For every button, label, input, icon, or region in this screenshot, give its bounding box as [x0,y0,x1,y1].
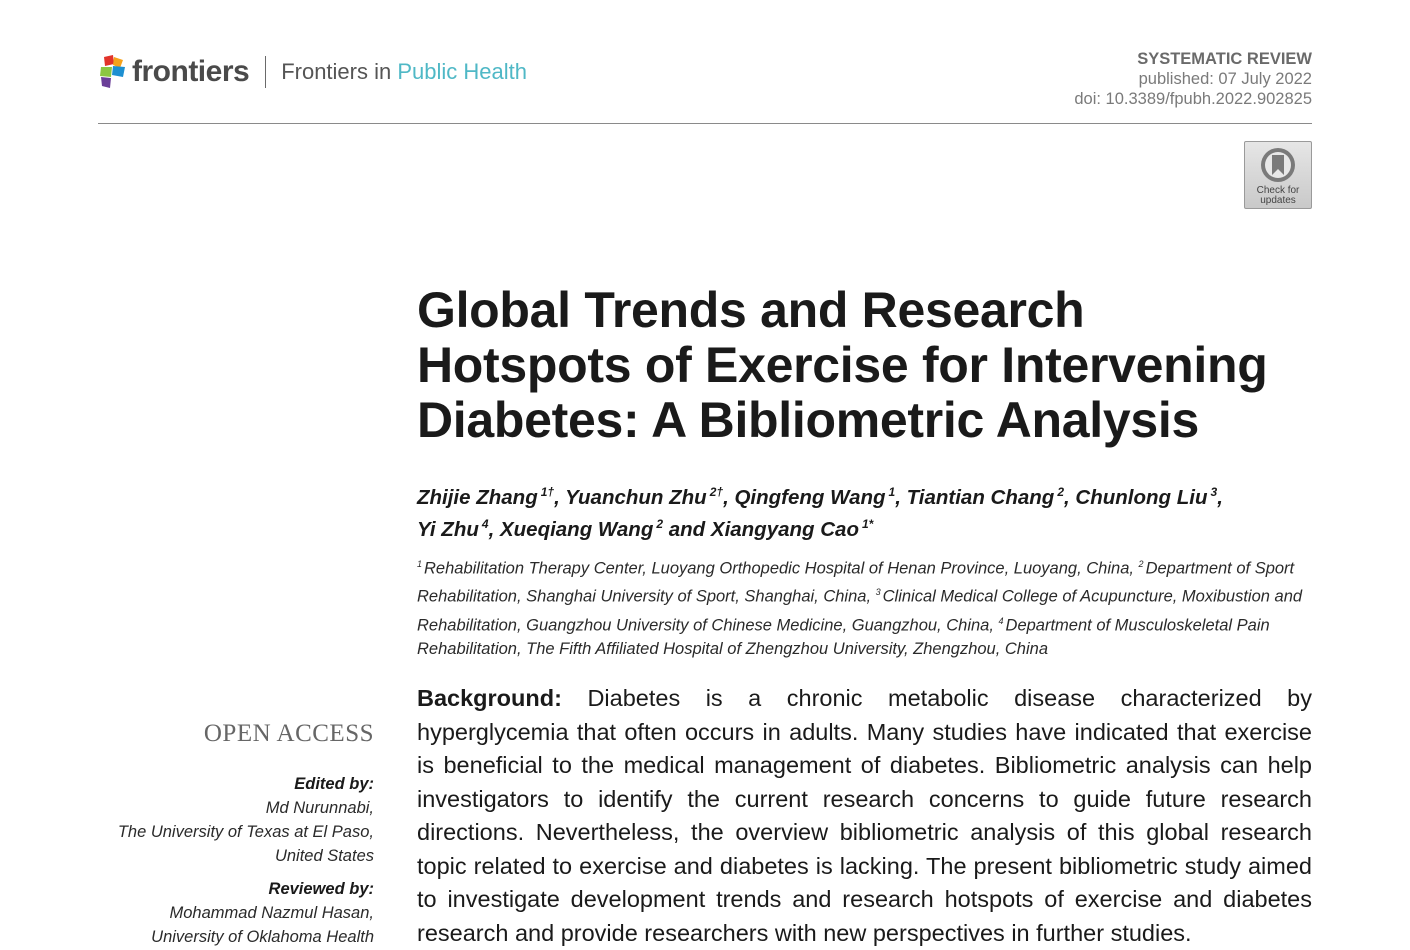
article-type: SYSTEMATIC REVIEW [1137,50,1312,68]
check-for-updates-line: Check for [1256,185,1300,196]
abstract-paragraph [417,682,1312,950]
check-for-updates-line: updates [1260,195,1296,206]
frontiers-logo[interactable] [98,55,527,89]
journal-title: Public Health [397,59,527,84]
editor-info [74,796,374,868]
author-separator: , [895,485,907,509]
author [1075,486,1217,509]
author-affiliation-marker: 1* [861,516,874,531]
author-separator: , [723,485,735,509]
article-meta [1074,49,1312,109]
header-divider [98,123,1312,124]
logo-divider [265,56,266,88]
affiliation-marker: 4 [998,615,1004,626]
author-affiliation-marker: 1 [888,485,896,499]
author-separator: and [663,517,711,541]
affiliation-text: Clinical Medical College of Acupuncture, Moxibustion and Rehabilitation, Guangzhou University of Chinese Medicine, Guangzhou, China, [417,587,1303,635]
author [734,486,895,509]
author-name: Yuanchun Zhu [565,485,707,509]
reviewer-line: Mohammad Nazmul Hasan, [169,904,374,922]
author-affiliation-marker: 2† [709,485,724,499]
abstract-text: Diabetes is a chronic metabolic disease characterized by hyperglycemia that often occurs in adults. Many studies have indicated that exercise is beneficial to the medical management of diabetes. Bibliometric analysis can help investigators to identify the current research concerns to guide future research directions. Nevertheless, the overview bibliometric analysis of this global research topic related to exercise and diabetes is lacking. The present bibliometric study aimed to investigate development trends and research hotspots of exercise and diabetes research and provide researchers with new perspectives in further studies. [417,685,1313,946]
reviewed-by-label: Reviewed by: [268,880,374,898]
affiliation-text: Department of Sport Rehabilitation, Shanghai University of Sport, Shanghai, China, [417,559,1295,606]
author-name: Chunlong Liu [1075,485,1208,509]
author-separator: , [488,517,500,541]
author-name: Xiangyang Cao [710,517,859,541]
reviewer-info [74,901,374,949]
affiliation-text: Department of Musculoskeletal Pain Rehabilitation, The Fifth Affiliated Hospital of Zhengzhou University, Zhengzhou, China [417,616,1270,658]
affiliations [417,553,1317,662]
check-for-updates-button[interactable] [1244,141,1312,209]
author-name: Xueqiang Wang [499,517,654,541]
editor-line: Md Nurunnabi, [265,799,374,817]
author-affiliation-marker: 2 [1057,485,1065,499]
editorial-info [74,772,374,949]
frontiers-logo-icon [98,55,128,89]
author-name: Qingfeng Wang [734,485,886,509]
title-line: Hotspots of Exercise for Intervening [417,337,1268,393]
edited-by-label: Edited by: [294,775,374,793]
author-affiliation-marker: 3 [1210,485,1218,499]
author [711,518,873,541]
editor-line: United States [274,847,374,865]
check-for-updates-label [1245,186,1311,206]
author-affiliation-marker: 2 [656,516,664,531]
editor-line: The University of Texas at El Paso, [117,823,374,841]
doi[interactable]: doi: 10.3389/fpubh.2022.902825 [1074,90,1312,108]
author-separator: , [554,485,566,509]
affiliation-text: Rehabilitation Therapy Center, Luoyang Orthopedic Hospital of Henan Province, Luoyang, China, [424,559,1139,578]
publisher-name: frontiers [132,55,250,88]
affiliation-marker: 3 [875,587,881,598]
author [565,486,723,509]
bookmark-icon [1259,146,1297,184]
reviewer-line: University of Oklahoma Health [151,928,374,946]
author-affiliation-marker: 4 [481,516,489,531]
open-access-label: OPEN ACCESS [203,720,374,747]
author [417,518,489,541]
journal-prefix: Frontiers in [281,59,392,84]
author-name: Tiantian Chang [906,485,1055,509]
affiliation-marker: 2 [1138,559,1144,569]
journal-name [281,55,527,89]
author [500,518,663,541]
author-separator: , [1217,485,1223,509]
author-name: Yi Zhu [417,517,479,541]
abstract-section-label: Background: [417,685,562,711]
author [417,486,554,509]
article-title [417,283,1317,448]
title-line: Diabetes: A Bibliometric Analysis [417,392,1199,448]
affiliation-marker: 1 [417,559,423,569]
author [907,486,1064,509]
author-separator: , [1064,485,1076,509]
author-list [417,479,1317,543]
published-date: published: 07 July 2022 [1138,70,1312,88]
title-line: Global Trends and Research [417,282,1085,338]
author-name: Zhijie Zhang [417,485,538,509]
author-affiliation-marker: 1† [540,485,555,499]
